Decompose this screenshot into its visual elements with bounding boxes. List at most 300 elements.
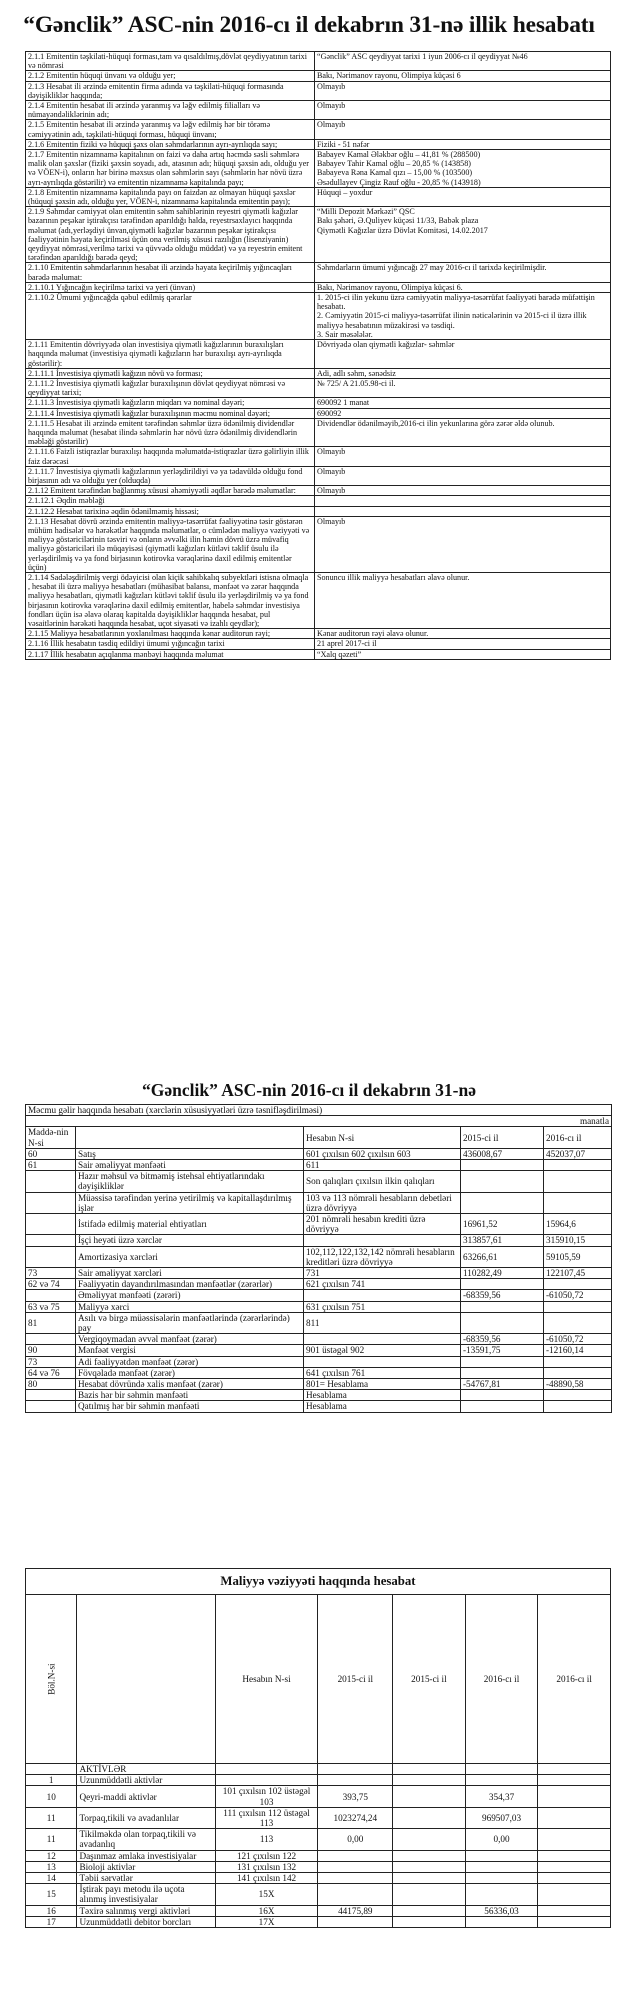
balance-cell-account-no: 141 çıxılsın 142 <box>215 1873 318 1884</box>
balance-cell-value-2016-b <box>538 1905 611 1916</box>
balance-cell-value-2016-b <box>538 1884 611 1905</box>
balance-cell-value-2015-b <box>393 1850 466 1861</box>
income-cell-value-2016: -61050,72 <box>544 1334 612 1345</box>
balance-cell-section-no: 15 <box>26 1884 77 1905</box>
col-header-description <box>76 1127 304 1148</box>
income-cell-value-2015: 313857,61 <box>461 1235 544 1246</box>
income-cell-value-2016: 122107,45 <box>544 1268 612 1279</box>
info-answer: Olmayıb <box>315 81 611 100</box>
col-header-account-no: Hesabın N-si <box>304 1127 461 1148</box>
info-question: 2.1.7 Emitentin nizamnamə kapitalının on faizi və daha artıq həcmdə səsli səhmlərə malik olan şəxslər (fiziki şəxsin soyadı, adı, atasının adı; hüquqi şəxsin adı, olduğu yer və VÖEN-i), onların hər birinə məxsus olan səhmlərin sayı (səhmlərin hər növü üzrə ayrı-ayrılıqda göstərilir) və emitentin nizamnamə kapitalında payı; <box>26 150 315 188</box>
balance-cell-section-no: 10 <box>26 1786 77 1807</box>
balance-row <box>26 1905 611 1916</box>
income-cell-description: Əməliyyat mənfəəti (zərəri) <box>76 1290 304 1301</box>
income-cell-value-2015 <box>461 1301 544 1312</box>
currency-unit: manatla <box>26 1116 612 1127</box>
balance-cell-description: Uzunmüddətli debitor borcları <box>77 1916 215 1927</box>
info-question: 2.1.10 Emitentin səhmdarlarının hesabat ili ərzində həyata keçirilmiş yığıncaqları barədə məlumat: <box>26 263 315 282</box>
info-answer: Səhmdarların ümumi yığıncağı 27 may 2016-cı il tarixdə keçirilmişdir. <box>315 263 611 282</box>
balance-cell-description: Bioloji aktivlər <box>77 1861 215 1872</box>
balance-cell-section-no: 13 <box>26 1861 77 1872</box>
info-answer <box>315 150 611 188</box>
income-cell-account-no: 901 üstəgəl 902 <box>304 1345 461 1356</box>
info-answer: Bakı, Nərimanov rayonu, Olimpiya küçəsi 6 <box>315 71 611 81</box>
income-cell-item-no <box>26 1246 76 1267</box>
balance-cell-section-no: 14 <box>26 1873 77 1884</box>
income-cell-value-2015 <box>461 1401 544 1412</box>
info-row <box>26 71 611 81</box>
income-cell-item-no <box>26 1235 76 1246</box>
income-row <box>26 1160 612 1171</box>
balance-cell-description: Daşınmaz əmlaka investisiyalar <box>77 1850 215 1861</box>
balance-cell-section-no: 1 <box>26 1775 77 1786</box>
report-title: “Gənclik” ASC-nin 2016-cı il dekabrın 31-nə illik hesabatı <box>23 12 595 38</box>
balance-row <box>26 1775 611 1786</box>
income-cell-value-2016: 315910,15 <box>544 1235 612 1246</box>
balance-cell-value-2015-b <box>393 1786 466 1807</box>
income-cell-value-2016 <box>544 1356 612 1367</box>
col-header-2016-b: 2016-cı il <box>538 1595 611 1764</box>
info-question: 2.1.1 Emitentin təşkilati-hüquqi forması,tam və qısaldılmış,dövlət qeydiyyatının tarixi və nömrəsi <box>26 52 315 71</box>
income-cell-value-2016: -48890,58 <box>544 1379 612 1390</box>
info-row <box>26 506 611 516</box>
income-row <box>26 1401 612 1412</box>
balance-cell-value-2015-a <box>318 1764 393 1775</box>
income-cell-item-no: 81 <box>26 1312 76 1333</box>
income-cell-item-no <box>26 1214 76 1235</box>
info-answer: Hüquqi – yoxdur <box>315 187 611 206</box>
info-row <box>26 496 611 506</box>
info-answer <box>315 496 611 506</box>
income-cell-account-no: Son qalıqları çıxılsın ilkin qalıqları <box>304 1171 461 1192</box>
income-cell-item-no <box>26 1401 76 1412</box>
balance-cell-value-2015-a: 1023274,24 <box>318 1807 393 1828</box>
income-caption-row <box>26 1105 612 1116</box>
balance-cell-description: İştirak payı metodu ilə uçota alınmış investisiyalar <box>77 1884 215 1905</box>
balance-cell-description: Tikilməkdə olan torpaq,tikili və avadanlıq <box>77 1829 215 1850</box>
income-cell-value-2016 <box>544 1401 612 1412</box>
info-row <box>26 398 611 408</box>
income-cell-value-2016 <box>544 1390 612 1401</box>
income-cell-value-2015: 16961,52 <box>461 1214 544 1235</box>
info-question: 2.1.17 İllik hesabatın açıqlanma mənbəyi haqqında məlumat <box>26 649 315 659</box>
balance-cell-value-2015-b <box>393 1775 466 1786</box>
info-row <box>26 649 611 659</box>
col-header-2016: 2016-cı il <box>544 1127 612 1148</box>
income-row <box>26 1235 612 1246</box>
income-cell-value-2015 <box>461 1390 544 1401</box>
info-question: 2.1.11.5 Hesabat ili ərzində emitent tərəfindən səhmlər üzrə ödənilmiş dividendlər haqqında məlumat (hesabat ilində səhmlərin hər növü üzrə ödənilmiş dividendlərin məbləği göstərilir) <box>26 418 315 447</box>
income-cell-value-2015: 63266,61 <box>461 1246 544 1267</box>
info-answer: Sonuncu illik maliyyə hesabatları əlavə olunur. <box>315 572 611 628</box>
balance-cell-description: Torpaq,tikili və avadanlılar <box>77 1807 215 1828</box>
income-cell-description: Asılı və birgə müəssisələrin mənfəətlərində (zərərlərində) pay <box>76 1312 304 1333</box>
info-question: 2.1.12 Emitent tərəfindən bağlanmış xüsusi əhəmiyyətli əqdlər barədə məlumatlar: <box>26 486 315 496</box>
info-row <box>26 378 611 397</box>
balance-cell-value-2016-a <box>465 1861 538 1872</box>
income-cell-item-no: 90 <box>26 1345 76 1356</box>
info-question: 2.1.15 Maliyyə hesabatlarının yoxlanılması haqqında kənar auditorun rəyi; <box>26 629 315 639</box>
income-cell-value-2016 <box>544 1171 612 1192</box>
income-cell-description: Hazır məhsul və bitməmiş istehsal ehtiyatlarındakı dəyişikliklər <box>76 1171 304 1192</box>
income-cell-account-no: 102,112,122,132,142 nömrəli hesabların kreditləri üzrə dövriyyə <box>304 1246 461 1267</box>
info-answer: Fiziki - 51 nəfər <box>315 139 611 149</box>
info-row <box>26 52 611 71</box>
income-row <box>26 1301 612 1312</box>
balance-cell-value-2015-a <box>318 1850 393 1861</box>
info-question: 2.1.11.4 İnvestisiya qiymətli kağızlar buraxılışının məcmu nominal dəyəri; <box>26 408 315 418</box>
balance-row <box>26 1786 611 1807</box>
income-statement-table <box>25 1104 612 1413</box>
balance-row <box>26 1884 611 1905</box>
balance-cell-section-no: 12 <box>26 1850 77 1861</box>
info-answer: 21 aprel 2017-ci il <box>315 639 611 649</box>
info-answer: Olmayıb <box>315 447 611 466</box>
info-row <box>26 293 611 340</box>
income-cell-account-no <box>304 1334 461 1345</box>
info-answer: 690092 <box>315 408 611 418</box>
balance-row <box>26 1850 611 1861</box>
info-row <box>26 486 611 496</box>
balance-cell-account-no: 111 çıxılsın 112 üstəgəl 113 <box>215 1807 318 1828</box>
income-cell-account-no: 811 <box>304 1312 461 1333</box>
income-cell-item-no: 73 <box>26 1268 76 1279</box>
income-cell-value-2016 <box>544 1160 612 1171</box>
balance-cell-value-2016-a: 56336,03 <box>465 1905 538 1916</box>
balance-cell-account-no: 101 çıxılsın 102 üstəgəl 103 <box>215 1786 318 1807</box>
balance-cell-value-2016-a <box>465 1916 538 1927</box>
income-cell-description: Fəaliyyətin dayandırılmasından mənfəətlər (zərərlər) <box>76 1279 304 1290</box>
income-cell-description: Fövqəladə mənfəət (zərər) <box>76 1367 304 1378</box>
balance-cell-account-no: 121 çıxılsın 122 <box>215 1850 318 1861</box>
income-cell-account-no <box>304 1235 461 1246</box>
info-question: 2.1.10.1 Yığıncağın keçirilmə tarixi və yeri (ünvan) <box>26 282 315 292</box>
info-row <box>26 120 611 139</box>
balance-cell-value-2016-a <box>465 1850 538 1861</box>
income-row <box>26 1268 612 1279</box>
info-answer-line: 1. 2015-ci ilin yekunu üzrə cəmiyyətin maliyyə-təsərrüfat fəaliyyəti barədə müfəttişin hesabatı. <box>317 293 595 312</box>
income-row <box>26 1279 612 1290</box>
income-cell-value-2015: 110282,49 <box>461 1268 544 1279</box>
balance-cell-section-no: 16 <box>26 1905 77 1916</box>
balance-cell-value-2016-b <box>538 1850 611 1861</box>
income-cell-value-2016: 59105,59 <box>544 1246 612 1267</box>
info-row <box>26 408 611 418</box>
balance-cell-value-2015-a <box>318 1775 393 1786</box>
info-row <box>26 466 611 485</box>
balance-row <box>26 1829 611 1850</box>
income-cell-description: Sair əməliyyat xərcləri <box>76 1268 304 1279</box>
info-question: 2.1.10.2 Ümumi yığıncağda qəbul edilmiş qərarlar <box>26 293 315 340</box>
balance-cell-value-2015-b <box>393 1916 466 1927</box>
income-cell-item-no: 80 <box>26 1379 76 1390</box>
info-question: 2.1.9 Səhmdar cəmiyyət olan emitentin səhm sahiblərinin reyestri qiymətli kağızlar bazarının peşəkar iştirakçısı tərəfindən aparıldığı halda, reyestrsaxlayıcı haqqında məlumat (adı,yerləşdiyi ünvan,qiymətli kağızlar bazarının peşəkar iştirakçısı fəaliyyətinin həyata keçirilməsi üçün ona verilmiş xüsusi razılığın (lisenziyanin) qeydiyyat nömrəsi,verilmə tarixi və qüvvədə olduğu müddət) və ya reyestrin emitent tərəfindən aparıldığı barədə qeyd; <box>26 207 315 263</box>
income-row <box>26 1148 612 1159</box>
income-cell-value-2015 <box>461 1279 544 1290</box>
info-question: 2.1.11.7 İnvestisiya qiymətli kağızlarının yerləşdirildiyi və ya tədavüldə olduğu fond birjasının adı və olduğu yer (olduqda) <box>26 466 315 485</box>
income-cell-description: Adi fəaliyyətdən mənfəət (zərər) <box>76 1356 304 1367</box>
balance-cell-account-no: 113 <box>215 1829 318 1850</box>
info-question: 2.1.2 Emitentin hüquqi ünvanı və olduğu yer; <box>26 71 315 81</box>
balance-cell-account-no <box>215 1775 318 1786</box>
info-answer: “Gənclik” ASC qeydiyyat tarixi 1 iyun 2006-cı il qeydiyyat №46 <box>315 52 611 71</box>
income-row <box>26 1171 612 1192</box>
balance-cell-section-no: 11 <box>26 1829 77 1850</box>
balance-sheet-table <box>25 1568 611 1928</box>
income-cell-value-2016 <box>544 1301 612 1312</box>
income-cell-value-2016: -61050,72 <box>544 1290 612 1301</box>
income-cell-account-no: 201 nömrəli hesabın krediti üzrə dövriyyə <box>304 1214 461 1235</box>
info-question: 2.1.11.1 İnvestisiya qiymətli kağızın növü və forması; <box>26 368 315 378</box>
income-cell-item-no <box>26 1334 76 1345</box>
income-row <box>26 1246 612 1267</box>
info-question: 2.1.11 Emitentin dövriyyədə olan investisiya qiymətli kağızlarının buraxılışları haqqında məlumat (investisiya qiymətli kağızların hər buraxılışı ayrı-ayrılıqda göstərilir): <box>26 340 315 369</box>
col-header-2015: 2015-ci il <box>461 1127 544 1148</box>
balance-cell-value-2015-b <box>393 1884 466 1905</box>
balance-cell-value-2015-a: 44175,89 <box>318 1905 393 1916</box>
info-answer-line: “Milli Depozit Mərkəzi” QSC <box>317 207 415 217</box>
income-cell-account-no: 631 çıxılsın 751 <box>304 1301 461 1312</box>
balance-cell-value-2015-b <box>393 1861 466 1872</box>
info-answer: Dövriyədə olan qiymətli kağızlar- səhmlər <box>315 340 611 369</box>
balance-cell-section-no: 17 <box>26 1916 77 1927</box>
info-row <box>26 639 611 649</box>
income-cell-item-no: 73 <box>26 1356 76 1367</box>
income-header-row <box>26 1127 612 1148</box>
income-cell-description: İşçi heyəti üzrə xərclər <box>76 1235 304 1246</box>
income-row <box>26 1334 612 1345</box>
info-question: 2.1.4 Emitentin hesabat ili ərzində yaranmış və ləğv edilmiş filialları və nümayəndəliklərinin adı; <box>26 101 315 120</box>
income-cell-description: Müəssisə tərəfindən yerinə yetirilmiş və kapitallaşdırılmış işlər <box>76 1192 304 1213</box>
info-question: 2.1.14 Sadələşdirilmiş vergi ödəyicisi olan kiçik sahibkalıq subyektləri istisna olmaqla , hesabat ili üzrə maliyyə hesabatları (mühasibat balansı, mənfəət və zərər haqqında maliyyə hesabatları, qiymətli kağızları kütləvi təklif üsulu ilə yerləşdirilmiş və ya fond birjasının kotirovka vərəqlərinə daxil edilmiş emitentlər, habelə səhmdar investisiya fondları üçün isə əlavə olaraq kapitalda dəyişikliklər haqqında hesabat, pul vəsaitlərinin hərəkəti haqqında hesabat, uçot siyasəti və izahlı qeydlər); <box>26 572 315 628</box>
income-cell-item-no <box>26 1192 76 1213</box>
income-cell-item-no <box>26 1171 76 1192</box>
col-header-2016-a: 2016-cı il <box>465 1595 538 1764</box>
balance-cell-value-2016-a: 969507,03 <box>465 1807 538 1828</box>
income-cell-item-no: 62 və 74 <box>26 1279 76 1290</box>
info-answer: Olmayıb <box>315 486 611 496</box>
balance-cell-value-2015-b <box>393 1807 466 1828</box>
income-cell-description: Mənfəət vergisi <box>76 1345 304 1356</box>
info-question: 2.1.8 Emitentin nizamnamə kapitalında payı on faizdən az olmayan hüquqi şəxslər (hüquqi şəxsin adı, olduğu yer, VÖEN-i, nizamnamə kapitalında emitentin payı); <box>26 187 315 206</box>
income-cell-value-2015 <box>461 1367 544 1378</box>
income-cell-item-no: 61 <box>26 1160 76 1171</box>
income-cell-item-no: 60 <box>26 1148 76 1159</box>
info-row <box>26 139 611 149</box>
info-row <box>26 340 611 369</box>
col-header-section-no: Böl.N-si <box>26 1595 77 1764</box>
income-cell-value-2015: -54767,81 <box>461 1379 544 1390</box>
income-cell-value-2016 <box>544 1367 612 1378</box>
income-row <box>26 1345 612 1356</box>
income-cell-value-2016 <box>544 1192 612 1213</box>
balance-cell-account-no: 16X <box>215 1905 318 1916</box>
income-statement-title: “Gənclik” ASC-nin 2016-cı il dekabrın 31-nə <box>142 1080 476 1100</box>
balance-cell-value-2016-a <box>465 1884 538 1905</box>
balance-cell-value-2015-a: 0,00 <box>318 1829 393 1850</box>
balance-cell-value-2016-b <box>538 1861 611 1872</box>
balance-cell-description: Uzunmüddətli aktivlər <box>77 1775 215 1786</box>
income-cell-account-no: 611 <box>304 1160 461 1171</box>
info-row <box>26 282 611 292</box>
income-cell-value-2015: -68359,56 <box>461 1334 544 1345</box>
balance-cell-account-no <box>215 1764 318 1775</box>
balance-cell-section-no: 11 <box>26 1807 77 1828</box>
info-answer-line: Babayev Tahir Kamal oğlu – 20,85 % (143858) <box>317 159 471 169</box>
info-row <box>26 516 611 572</box>
balance-cell-value-2016-a <box>465 1873 538 1884</box>
info-question: 2.1.11.6 Faizli istiqrazlar buraxılışı haqqında məlumatda-istiqrazlar üzrə gəlirliyin illik faiz dərəcəsi <box>26 447 315 466</box>
balance-cell-value-2015-b <box>393 1829 466 1850</box>
info-answer-line: Əsədullayev Çingiz Rauf oğlu - 20,85 % (143918) <box>317 177 481 187</box>
balance-cell-value-2016-b <box>538 1775 611 1786</box>
income-cell-value-2016: -12160,14 <box>544 1345 612 1356</box>
income-cell-value-2015 <box>461 1192 544 1213</box>
income-cell-item-no <box>26 1290 76 1301</box>
balance-row <box>26 1807 611 1828</box>
balance-cell-value-2015-a <box>318 1884 393 1905</box>
income-row <box>26 1367 612 1378</box>
balance-header-row <box>26 1595 611 1764</box>
info-answer <box>315 207 611 263</box>
balance-row <box>26 1764 611 1775</box>
income-cell-item-no <box>26 1390 76 1401</box>
balance-cell-value-2016-b <box>538 1807 611 1828</box>
balance-cell-value-2015-b <box>393 1764 466 1775</box>
info-question: 2.1.12.2 Hesabat tarixinə əqdin ödənilməmiş hissəsi; <box>26 506 315 516</box>
balance-cell-account-no: 17X <box>215 1916 318 1927</box>
info-answer: 690092 1 manat <box>315 398 611 408</box>
balance-cell-account-no: 15X <box>215 1884 318 1905</box>
info-answer: Bakı, Nərimanov rayonu, Olimpiya küçəsi 6. <box>315 282 611 292</box>
income-row <box>26 1312 612 1333</box>
info-answer: № 725/ A 21.05.98-ci il. <box>315 378 611 397</box>
income-cell-account-no <box>304 1290 461 1301</box>
income-row <box>26 1214 612 1235</box>
info-question: 2.1.11.3 İnvestisiya qiymətli kağızların miqdarı və nominal dəyəri; <box>26 398 315 408</box>
balance-cell-value-2015-b <box>393 1905 466 1916</box>
balance-cell-value-2016-b <box>538 1873 611 1884</box>
income-cell-account-no: 731 <box>304 1268 461 1279</box>
info-row <box>26 187 611 206</box>
info-row <box>26 150 611 188</box>
info-answer: Olmayıb <box>315 516 611 572</box>
info-question: 2.1.6 Emitentin fiziki və hüquqi şəxs olan səhmdarlarının ayrı-ayrılıqda sayı; <box>26 139 315 149</box>
balance-cell-value-2016-a <box>465 1775 538 1786</box>
col-header-item-no: Maddə-nin N-si <box>26 1127 76 1148</box>
info-row <box>26 207 611 263</box>
balance-cell-value-2016-b <box>538 1829 611 1850</box>
balance-row <box>26 1861 611 1872</box>
info-row <box>26 572 611 628</box>
income-row <box>26 1192 612 1213</box>
income-cell-item-no: 63 və 75 <box>26 1301 76 1312</box>
income-cell-description: Satış <box>76 1148 304 1159</box>
income-cell-value-2016: 452037,07 <box>544 1148 612 1159</box>
income-row <box>26 1356 612 1367</box>
income-cell-value-2016 <box>544 1279 612 1290</box>
income-caption: Məcmu gəlir haqqında hesabatı (xərclərin xüsusiyyətləri üzrə təsnifləşdirilməsi) <box>26 1105 612 1116</box>
income-cell-description: Qatılmış hər bir səhmin mənfəəti <box>76 1401 304 1412</box>
income-row <box>26 1390 612 1401</box>
info-answer-line: Bakı şəhəri, Ə.Quliyev küçəsi 11/33, Babək plaza <box>317 216 479 226</box>
balance-cell-value-2015-a <box>318 1861 393 1872</box>
balance-cell-value-2016-a: 354,37 <box>465 1786 538 1807</box>
income-cell-value-2016: 15964,6 <box>544 1214 612 1235</box>
info-answer-line: Babayev Kamal Ələkbər oğlu – 41,81 % (288500) <box>317 150 481 160</box>
balance-cell-value-2016-b <box>538 1764 611 1775</box>
income-row <box>26 1290 612 1301</box>
balance-cell-value-2016-b <box>538 1916 611 1927</box>
income-cell-value-2016 <box>544 1312 612 1333</box>
balance-cell-value-2016-a <box>465 1764 538 1775</box>
info-row <box>26 629 611 639</box>
info-question: 2.1.16 İllik hesabatın təsdiq edildiyi ümumi yığıncağın tarixi <box>26 639 315 649</box>
income-cell-account-no: 601 çıxılsın 602 çıxılsın 603 <box>304 1148 461 1159</box>
info-answer: Dividendlər ödənilməyib,2016-ci ilin yekunlarına görə zərər əldə olunub. <box>315 418 611 447</box>
balance-cell-section-no <box>26 1764 77 1775</box>
info-answer-line: Babayeva Rəna Kamal qızı – 15,00 % (103500) <box>317 168 473 178</box>
info-question: 2.1.13 Hesabat dövrü ərzində emitentin maliyyə-təsərrüfat fəaliyyətinə təsir göstərən mühüm hadisələr və hərəkətlər haqqında məlumatlar, o cümlədən maliyyə vəziyyəti və maliyyə göstəricilərinin təsviri və onların əvvəlki ilin həmin dövrü üzrə müvafiq maliyyə göstəriciləri ilə müqayisəsi (qiymətli kağızları kütləvi təklif üsulu ilə yerləşdirilmiş və ya fond birjasının kotirovka vərəqlərinə daxil edilmiş emitentlər üçün) <box>26 516 315 572</box>
income-cell-account-no <box>304 1356 461 1367</box>
income-cell-account-no: Hesablama <box>304 1401 461 1412</box>
info-row <box>26 81 611 100</box>
balance-row <box>26 1916 611 1927</box>
info-question: 2.1.5 Emitentin hesabat ili ərzində yaranmış və ləğv edilmiş hər bir törəmə cəmiyyətinin adı, təşkilati-hüquqi forması, hüquqi ünvanı; <box>26 120 315 139</box>
income-cell-description: Sair əməliyyat mənfəəti <box>76 1160 304 1171</box>
info-answer: Adi, adlı səhm, sənədsiz <box>315 368 611 378</box>
info-answer <box>315 506 611 516</box>
balance-sheet-title: Maliyyə vəziyyəti haqqında hesabat <box>26 1569 611 1595</box>
info-row <box>26 263 611 282</box>
balance-cell-value-2016-b <box>538 1786 611 1807</box>
info-question: 2.1.12.1 Əqdin məbləği <box>26 496 315 506</box>
balance-cell-value-2015-a <box>318 1916 393 1927</box>
income-cell-value-2015: -68359,56 <box>461 1290 544 1301</box>
income-cell-value-2015 <box>461 1312 544 1333</box>
income-cell-value-2015: 436008,67 <box>461 1148 544 1159</box>
info-answer: Olmayıb <box>315 101 611 120</box>
income-cell-value-2015 <box>461 1171 544 1192</box>
info-question: 2.1.3 Hesabat ili ərzində emitentin firma adında və təşkilati-hüquqi formasında dəyişikliklər haqqında; <box>26 81 315 100</box>
income-cell-account-no: 621 çıxılsın 741 <box>304 1279 461 1290</box>
info-answer: Olmayıb <box>315 466 611 485</box>
info-row <box>26 101 611 120</box>
balance-cell-account-no: 131 çıxılsın 132 <box>215 1861 318 1872</box>
balance-row <box>26 1873 611 1884</box>
info-answer: Kənar auditorun rəyi əlavə olunur. <box>315 629 611 639</box>
info-row <box>26 418 611 447</box>
income-cell-value-2015 <box>461 1356 544 1367</box>
income-unit-row <box>26 1116 612 1127</box>
info-answer-line: Qiymətli Kağızlar üzrə Dövlət Komitəsi, 14.02.2017 <box>317 225 488 235</box>
col-header-2015-b: 2015-ci il <box>393 1595 466 1764</box>
income-cell-value-2015: -13591,75 <box>461 1345 544 1356</box>
income-cell-description: İstifadə edilmiş material ehtiyatları <box>76 1214 304 1235</box>
income-cell-description: Amortizasiya xərcləri <box>76 1246 304 1267</box>
income-cell-account-no: 641 çıxılsın 761 <box>304 1367 461 1378</box>
income-cell-item-no: 64 və 76 <box>26 1367 76 1378</box>
income-cell-description: Bazis hər bir səhmin mənfəəti <box>76 1390 304 1401</box>
col-header-description <box>77 1595 215 1764</box>
balance-cell-value-2015-a: 393,75 <box>318 1786 393 1807</box>
income-cell-account-no: Hesablama <box>304 1390 461 1401</box>
income-row <box>26 1379 612 1390</box>
balance-cell-value-2015-b <box>393 1873 466 1884</box>
balance-cell-description: Təxirə salınmış vergi aktivləri <box>77 1905 215 1916</box>
info-answer-line: 3. Sair məsələlər. <box>317 329 373 339</box>
info-answer: Olmayıb <box>315 120 611 139</box>
